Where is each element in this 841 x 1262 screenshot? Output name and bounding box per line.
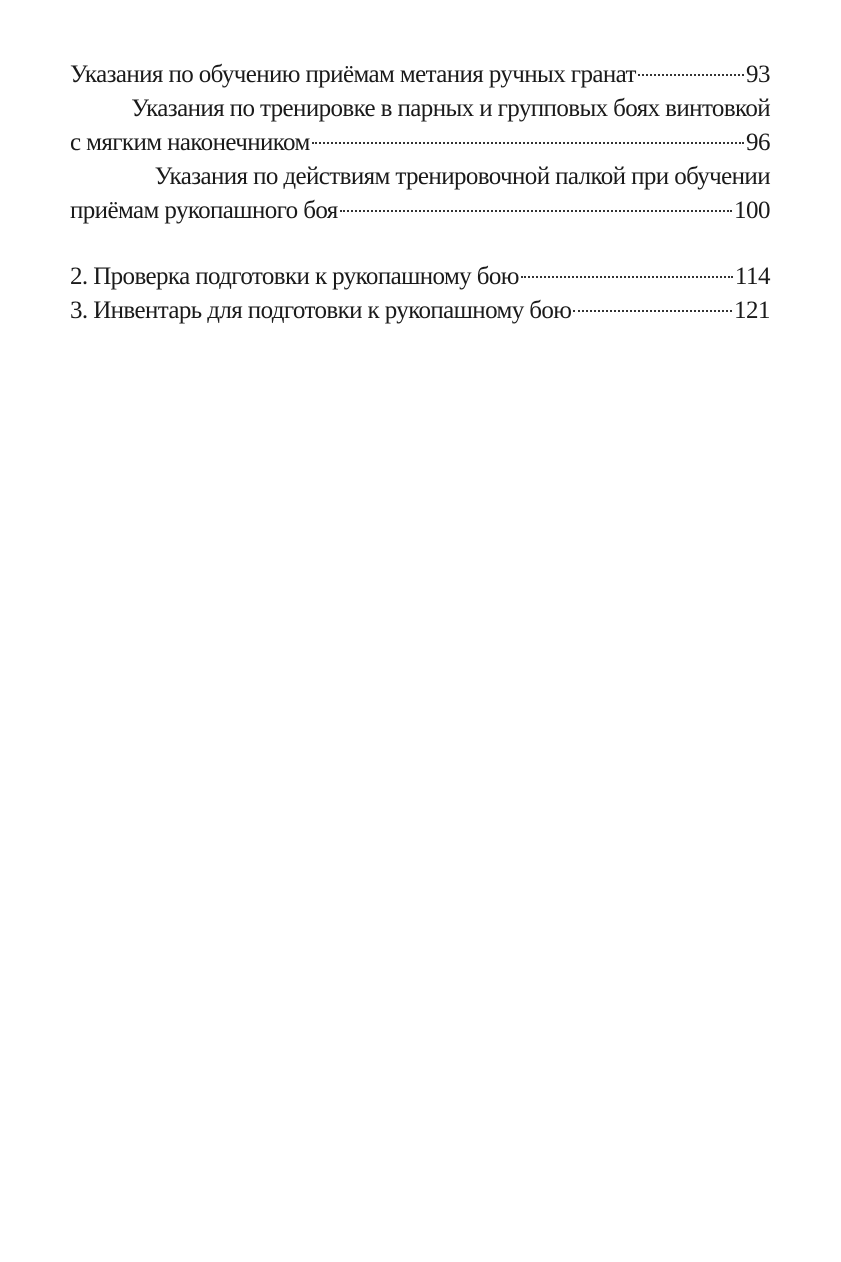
section-spacer [70, 228, 770, 260]
toc-entry-title: 2. Проверка подготовки к рукопашному бою [70, 263, 519, 290]
toc-entry-title: 3. Инвентарь для подготовки к рукопашному бою [70, 297, 572, 324]
toc-entry-title-continued: с мягким наконечником [70, 129, 310, 156]
dot-leader [638, 74, 744, 76]
toc-entry-rifle-line1 [70, 92, 770, 126]
toc-page-number: 114 [734, 263, 770, 290]
toc-page-number: 96 [746, 129, 770, 156]
toc-entry-title-continued: приёмам рукопашного боя [70, 197, 338, 224]
toc-entry-inventory [70, 294, 770, 328]
toc-page-number: 100 [734, 197, 770, 224]
dot-leader [312, 142, 744, 144]
toc-entry-title: Указания по действиям тренировочной палкой при обучении [154, 163, 770, 190]
dot-leader [340, 210, 732, 212]
toc-entry-rifle-line2 [70, 126, 770, 160]
toc-entry-grenades [70, 58, 770, 92]
toc-page-number: 93 [746, 61, 770, 88]
toc-entry-stick-line2 [70, 194, 770, 228]
dot-leader [521, 276, 733, 278]
toc-page-number: 121 [734, 297, 770, 324]
toc-entry-title: Указания по обучению приёмам метания ручных гранат [70, 61, 636, 88]
toc-entry-check [70, 260, 770, 294]
toc-entry-title: Указания по тренировке в парных и групповых боях винтовкой [131, 95, 770, 122]
toc-entry-stick-line1 [70, 160, 770, 194]
table-of-contents [70, 58, 770, 328]
dot-leader [573, 310, 732, 312]
